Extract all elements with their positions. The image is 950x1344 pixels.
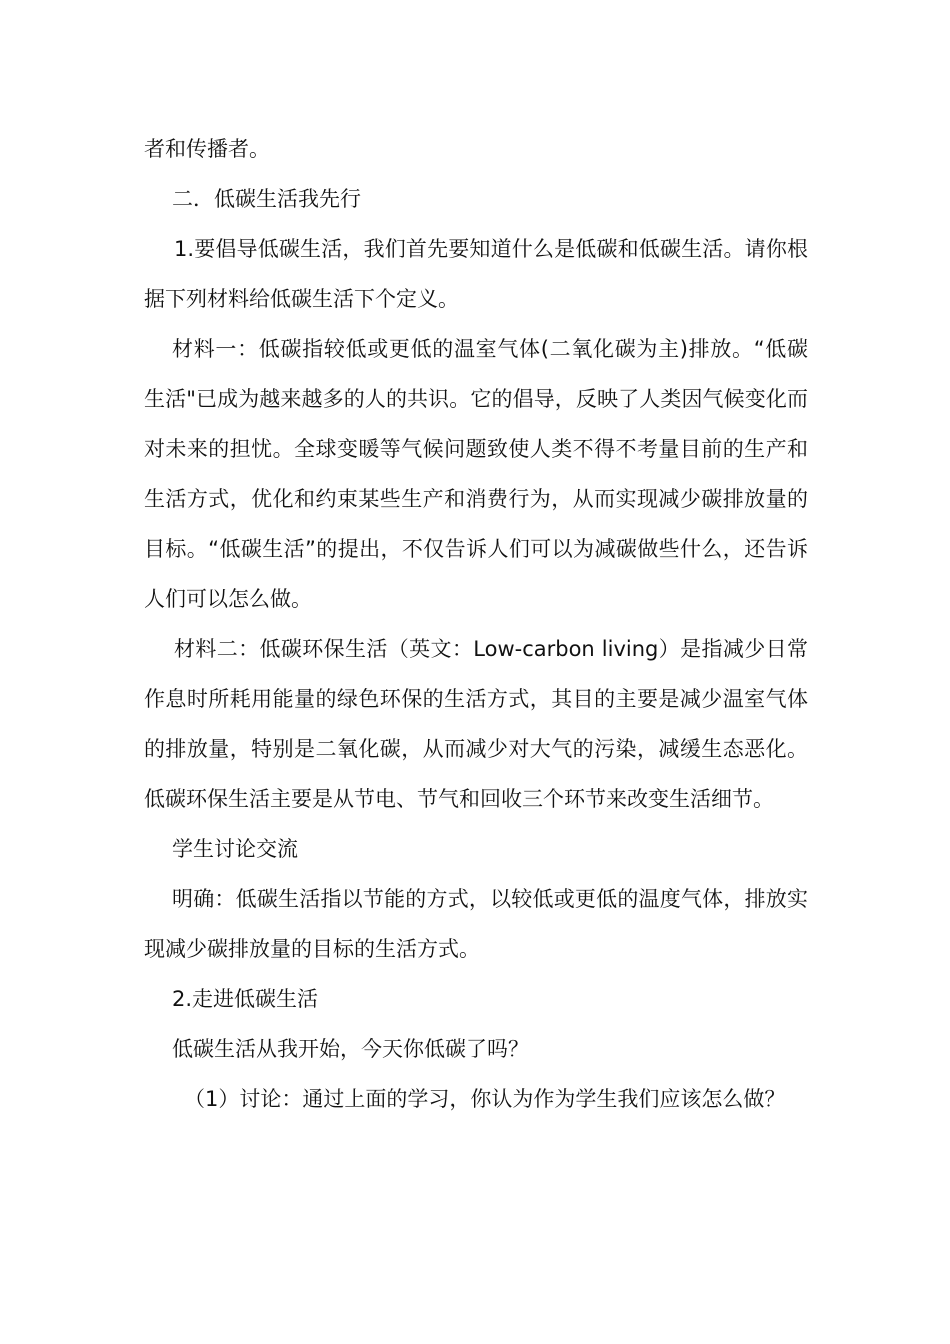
paragraph-material-two: 材料二：低碳环保生活（英文：Low-carbon living）是指减少日常作息时所耗用能量的绿色环保的生活方式，其目的主要是减少温室气体的排放量，特别是二氧化碳，从而减少对大气的污染，减缓生态恶化。低碳环保生活主要是从节电、节气和回收三个环节来改变生活细节。: [144, 637, 808, 811]
paragraph-question: 低碳生活从我开始，今天你低碳了吗？: [172, 1037, 529, 1061]
paragraph-discussion-item: （1）讨论：通过上面的学习，你认为作为学生我们应该怎么做？: [184, 1087, 786, 1111]
paragraph-material-one: 材料一：低碳指较低或更低的温室气体(二氧化碳为主)排放。“低碳生活"已成为越来越多的人的共识。它的倡导，反映了人类因气候变化而对未来的担忧。全球变暖等气候问题致使人类不得不考量目前的生产和生活方式，优化和约束某些生产和消费行为，从而实现减少碳排放量的目标。“低碳生活”的提出，不仅告诉人们可以为减碳做些什么，还告诉人们可以怎么做。: [144, 337, 808, 611]
paragraph-definition-task: 1.要倡导低碳生活，我们首先要知道什么是低碳和低碳生活。请你根据下列材料给低碳生活下个定义。: [144, 237, 808, 311]
paragraph-clarification: 明确：低碳生活指以节能的方式，以较低或更低的温度气体，排放实现减少碳排放量的目标的生活方式。: [144, 887, 808, 961]
document-body: [144, 124, 808, 1124]
paragraph-continuation: 者和传播者。: [144, 137, 270, 161]
section-heading-enter-low-carbon: 2.走进低碳生活: [172, 987, 319, 1011]
section-heading-low-carbon-first: 二．低碳生活我先行: [172, 187, 361, 211]
paragraph-student-discussion: 学生讨论交流: [172, 837, 298, 861]
